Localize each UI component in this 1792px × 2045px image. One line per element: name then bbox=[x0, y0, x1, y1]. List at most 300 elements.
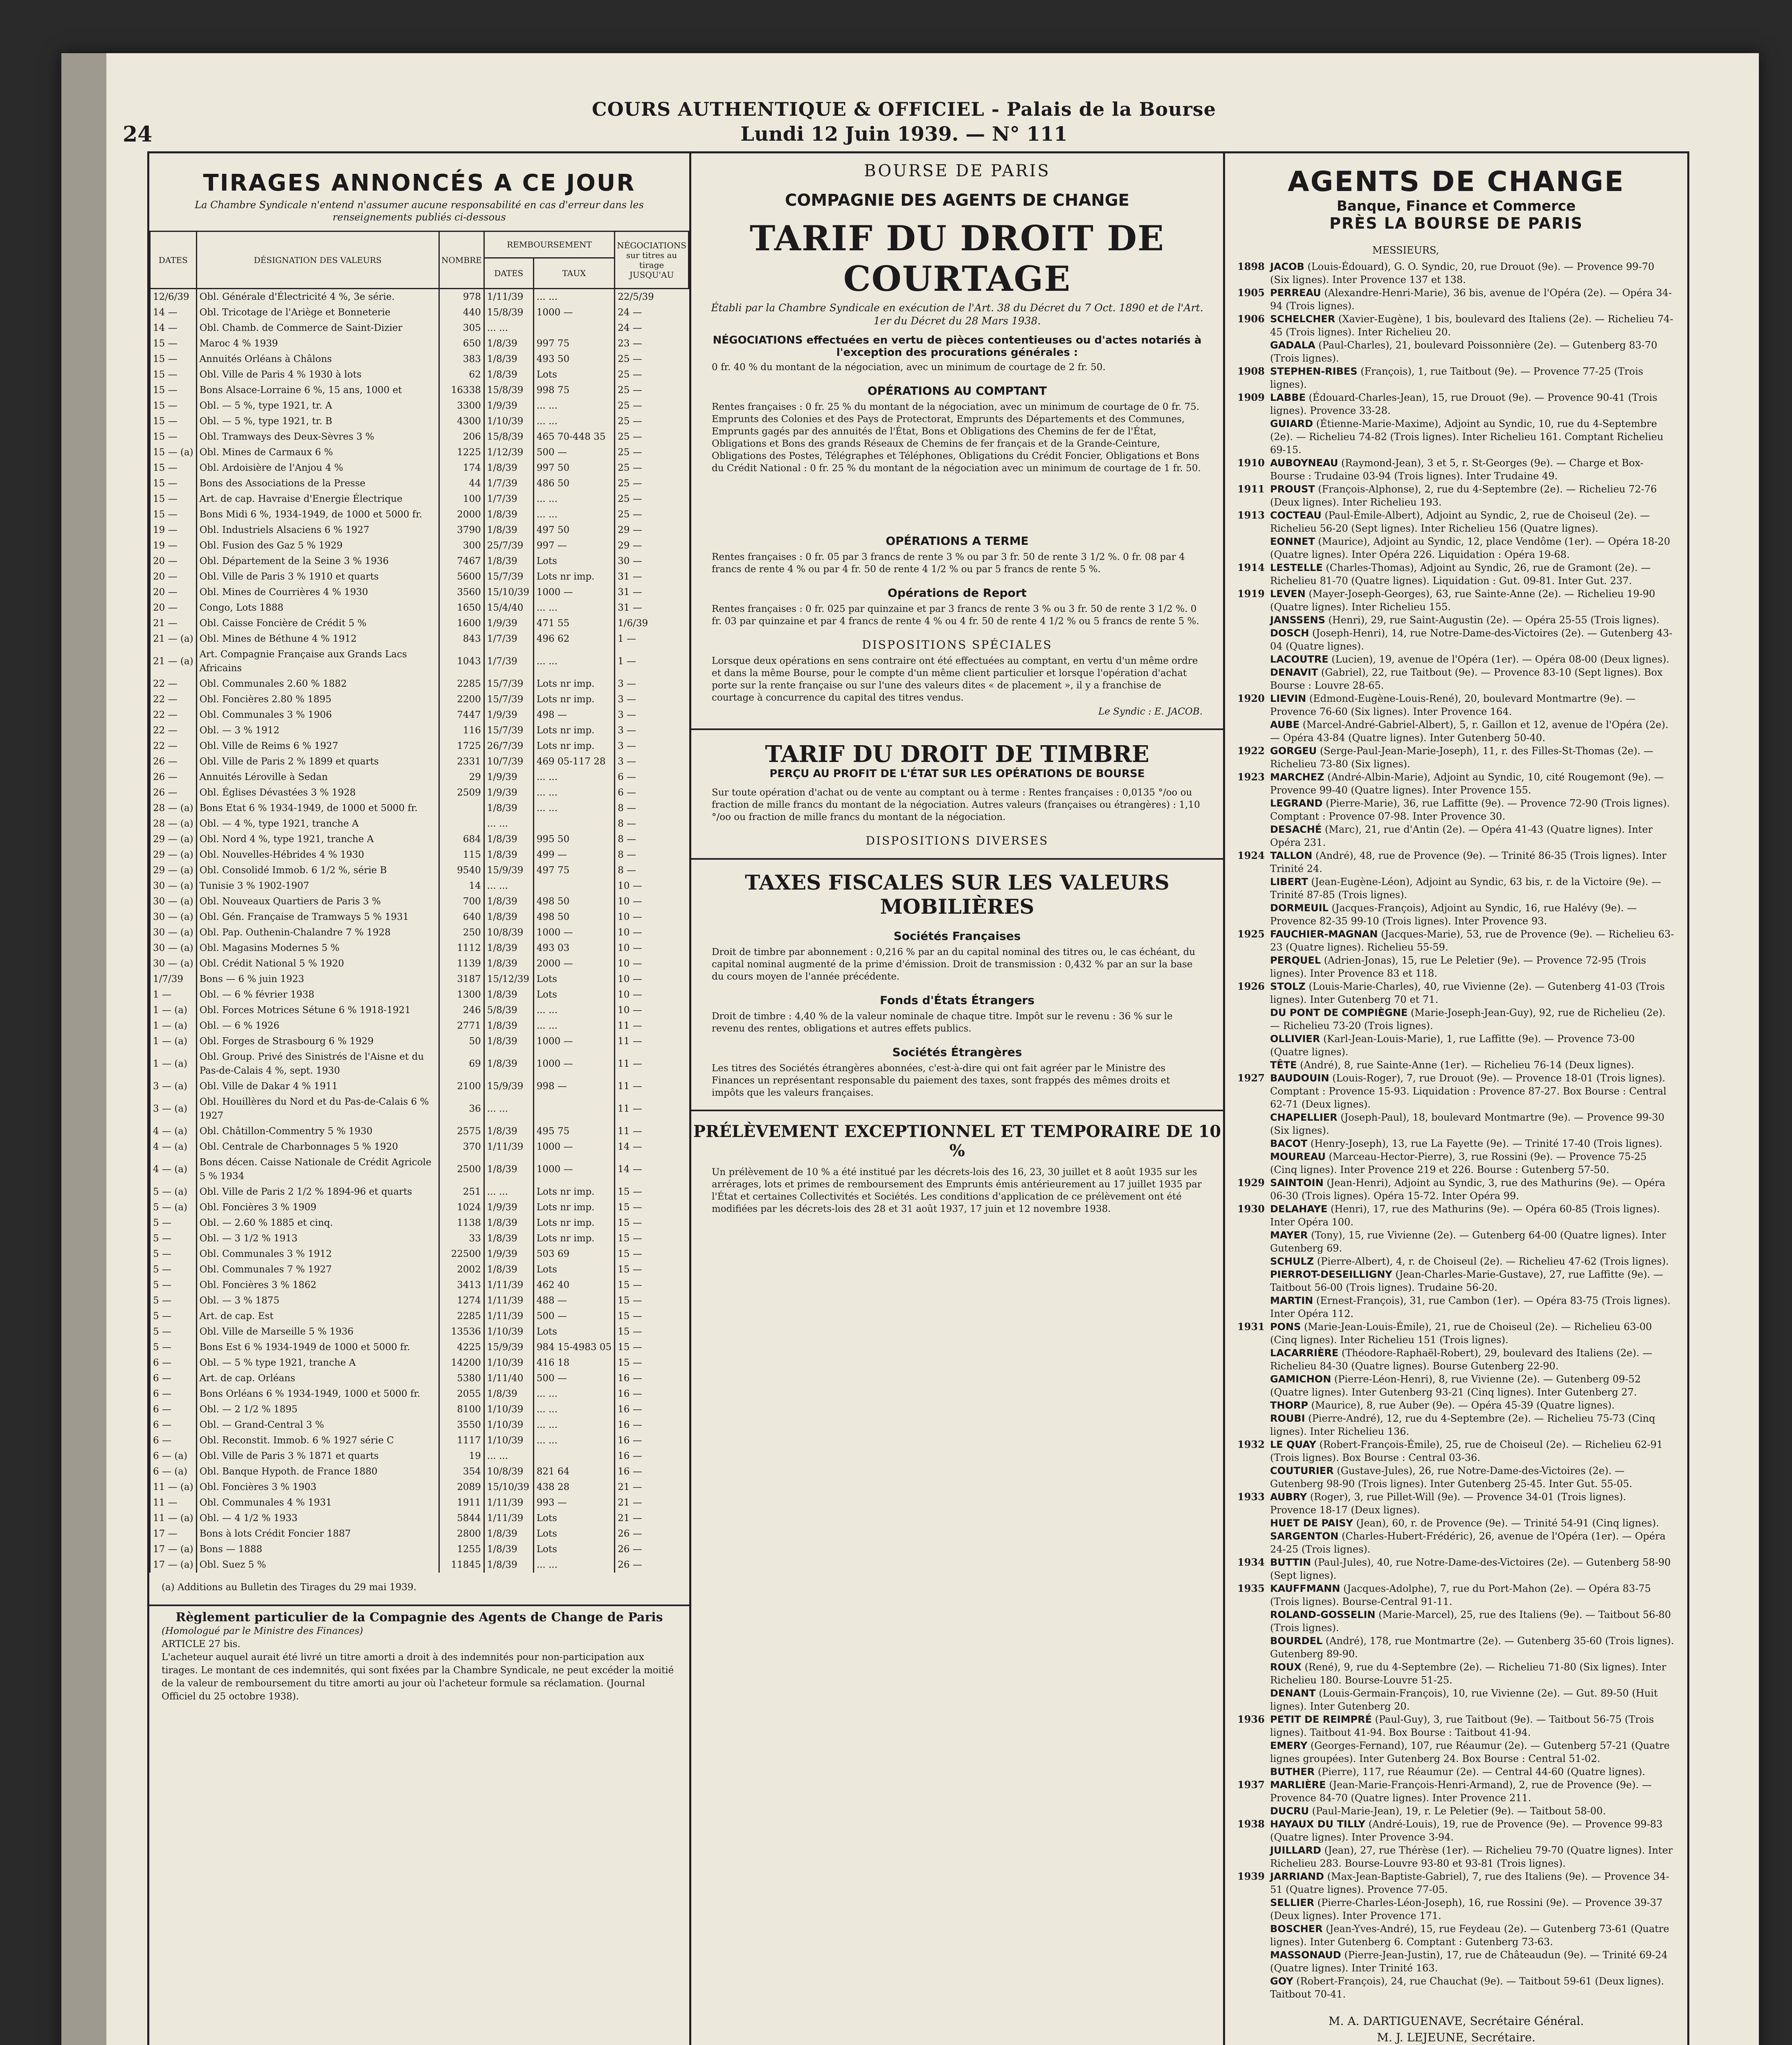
table-cell: Obl. Industriels Alsaciens 6 % 1927 bbox=[196, 522, 439, 538]
column-agents bbox=[1225, 153, 1687, 2045]
agent-entry bbox=[1237, 771, 1675, 797]
table-cell: 1/12/39 bbox=[484, 445, 533, 460]
table-cell: 4 — (a) bbox=[150, 1124, 197, 1139]
agent-year: 1913 bbox=[1237, 509, 1265, 521]
fonds-text: Droit de timbre : 4,40 % de la valeur nominale de chaque titre. Impôt sur le revenu : 36 % sur le revenu des rentes, obligations et autres effets publics. bbox=[712, 1011, 1173, 1034]
table-row bbox=[150, 1510, 689, 1526]
table-cell: 62 bbox=[439, 367, 484, 382]
table-cell: 15 — bbox=[615, 1355, 689, 1371]
agent-year bbox=[1237, 1896, 1270, 1922]
agent-text: (Alexandre-Henri-Marie), 36 bis, avenue de l'Opéra (2e). — Opéra 34-94 (Trois lignes). bbox=[1270, 287, 1672, 312]
agent-entry bbox=[1237, 744, 1675, 771]
table-cell: 3 — bbox=[615, 738, 689, 754]
table-row bbox=[150, 569, 689, 584]
reglement-text: L'acheteur auquel aurait été livré un titre amorti a droit à des indemnités pour non-participation aux tirages. Le montant de ces indemnités, qui sont fixées par la Chambre Syndicale, ne peut excéder la moitié de la valeur de remboursement du titre amorti au jour où l'acheteur formule sa réclamation. (Journal Officiel du 25 octobre 1938). bbox=[162, 1652, 674, 1702]
table-cell: 251 bbox=[439, 1184, 484, 1200]
agent-year: 1906 bbox=[1237, 313, 1265, 325]
agent-year: 1930 bbox=[1237, 1203, 1265, 1215]
terme-heading: OPÉRATIONS A TERME bbox=[886, 534, 1029, 548]
table-cell: ... ... bbox=[533, 1386, 614, 1402]
table-cell: ... ... bbox=[533, 1402, 614, 1417]
agent-year: 1910 bbox=[1237, 457, 1265, 469]
agent-text: (Tony), 15, rue Vivienne (2e). — Gutenberg 64-00 (Quatre lignes). Inter Gutenberg 69. bbox=[1270, 1229, 1666, 1254]
agent-text: (Raymond-Jean), 3 et 5, r. St-Georges (9e). — Charge et Box-Bourse : Trudaine 03-94 (Trois lignes). Inter Trudaine 49. bbox=[1270, 457, 1644, 482]
table-cell: 8 — bbox=[615, 847, 689, 863]
table-cell: 469 05-117 28 bbox=[533, 754, 614, 769]
table-row bbox=[150, 1495, 689, 1510]
table-cell: 5 — bbox=[150, 1231, 197, 1246]
table-row bbox=[150, 445, 689, 460]
table-cell: 1/11/39 bbox=[484, 1510, 533, 1526]
table-cell: 650 bbox=[439, 336, 484, 351]
agent-name: AUBOYNEAU bbox=[1270, 457, 1338, 469]
table-cell: ... ... bbox=[484, 878, 533, 894]
table-cell: Obl. Forges de Strasbourg 6 % 1929 bbox=[196, 1034, 439, 1049]
agent-year: 1923 bbox=[1237, 771, 1265, 783]
table-cell: 15 — bbox=[615, 1277, 689, 1293]
agent-year bbox=[1237, 339, 1270, 365]
table-row bbox=[150, 863, 689, 878]
agent-text: (Pierre-André), 12, rue du 4-Septembre (2e). — Richelieu 75-73 (Cinq lignes). Inter Richelieu 136. bbox=[1270, 1413, 1655, 1437]
table-cell: 1/8/39 bbox=[484, 847, 533, 863]
agent-details bbox=[1270, 1111, 1675, 1137]
table-cell: 16 — bbox=[615, 1386, 689, 1402]
agent-entry bbox=[1237, 627, 1675, 653]
table-row bbox=[150, 940, 689, 956]
table-cell: 4 — (a) bbox=[150, 1139, 197, 1155]
table-cell: Bons Etat 6 % 1934-1949, de 1000 et 5000 fr. bbox=[196, 800, 439, 816]
table-cell: Lots nr imp. bbox=[533, 692, 614, 707]
agent-name: LEGRAND bbox=[1270, 798, 1323, 809]
table-cell: 2509 bbox=[439, 785, 484, 800]
table-cell: 5 — bbox=[150, 1324, 197, 1339]
agent-text: (Jean-Charles-Marie-Gustave), 27, rue Laffitte (9e). — Taitbout 56-00 (Trois lignes). Trudaine 56-20. bbox=[1270, 1269, 1664, 1293]
table-cell: Obl. Pap. Outhenin-Chalandre 7 % 1928 bbox=[196, 925, 439, 940]
table-cell: 1/9/39 bbox=[484, 707, 533, 723]
agent-year bbox=[1237, 1006, 1270, 1032]
timbre-subtitle: PERÇU AU PROFIT DE L'ÉTAT SUR LES OPÉRATIONS DE BOURSE bbox=[769, 768, 1145, 780]
agent-details bbox=[1270, 1202, 1675, 1229]
agent-year bbox=[1237, 627, 1270, 653]
agent-text: (Joseph-Paul), 18, boulevard Montmartre (9e). — Provence 99-30 (Six lignes). bbox=[1270, 1112, 1665, 1136]
table-cell: 36 bbox=[439, 1094, 484, 1124]
table-cell: Obl. Nouveaux Quartiers de Paris 3 % bbox=[196, 894, 439, 909]
agent-year: 1932 bbox=[1237, 1438, 1265, 1450]
table-cell: 15/12/39 bbox=[484, 971, 533, 987]
table-cell: 16 — bbox=[615, 1402, 689, 1417]
table-cell: Lots nr imp. bbox=[533, 723, 614, 738]
agent-details bbox=[1270, 509, 1675, 535]
table-cell: Obl. Églises Dévastées 3 % 1928 bbox=[196, 785, 439, 800]
table-row bbox=[150, 785, 689, 800]
table-cell: 26 — bbox=[150, 785, 197, 800]
agent-entry bbox=[1237, 1294, 1675, 1320]
table-cell: 488 — bbox=[533, 1293, 614, 1308]
agent-details bbox=[1270, 627, 1675, 653]
agent-text: (Marceau-Hector-Pierre), 3, rue Rossini (9e). — Provence 75-25 (Cinq lignes). Inter Provence 219 et 226. Bourse : Gutenberg 57-50. bbox=[1270, 1151, 1647, 1175]
table-cell: 28 — (a) bbox=[150, 800, 197, 816]
diverses-heading: DISPOSITIONS DIVERSES bbox=[866, 834, 1049, 847]
agent-entry bbox=[1237, 339, 1675, 365]
agent-year: 1920 bbox=[1237, 692, 1265, 704]
agent-entry bbox=[1237, 456, 1675, 483]
agent-entry bbox=[1237, 1896, 1675, 1922]
table-cell: 1600 bbox=[439, 616, 484, 631]
table-cell: 2800 bbox=[439, 1526, 484, 1542]
agent-text: (Karl-Jean-Louis-Marie), 1, rue Laffitte (9e). — Provence 73-00 (Quatre lignes). bbox=[1270, 1033, 1635, 1058]
agent-details bbox=[1270, 1805, 1675, 1818]
agent-year bbox=[1237, 1608, 1270, 1634]
table-cell: 1000 — bbox=[533, 1155, 614, 1184]
binding-gutter bbox=[61, 53, 106, 2045]
agent-entry bbox=[1237, 1517, 1675, 1530]
agent-entry bbox=[1237, 614, 1675, 627]
table-cell: 1/7/39 bbox=[484, 476, 533, 491]
table-cell: ... ... bbox=[533, 413, 614, 429]
agent-year bbox=[1237, 666, 1270, 692]
agent-entry bbox=[1237, 260, 1675, 286]
table-cell: 1/8/39 bbox=[484, 507, 533, 522]
agent-year bbox=[1237, 1137, 1270, 1150]
table-cell: 640 bbox=[439, 909, 484, 925]
agent-year bbox=[1237, 614, 1270, 627]
table-cell: Obl. Communales 3 % 1906 bbox=[196, 707, 439, 723]
table-cell: ... ... bbox=[533, 1417, 614, 1433]
agent-details bbox=[1270, 1072, 1675, 1111]
table-cell: 1/8/39 bbox=[484, 351, 533, 367]
table-cell: Obl. Générale d'Électricité 4 %, 3e série. bbox=[196, 289, 439, 305]
table-cell: 6 — (a) bbox=[150, 1464, 197, 1479]
agent-entry bbox=[1237, 875, 1675, 901]
table-row bbox=[150, 491, 689, 507]
table-cell: 44 bbox=[439, 476, 484, 491]
table-cell: Obl. Magasins Modernes 5 % bbox=[196, 940, 439, 956]
table-row bbox=[150, 1448, 689, 1464]
table-cell: 15/7/39 bbox=[484, 676, 533, 692]
table-cell: 6 — bbox=[150, 1386, 197, 1402]
table-cell: 14 — bbox=[150, 305, 197, 320]
table-cell: Obl. Foncières 3 % 1909 bbox=[196, 1200, 439, 1215]
table-cell: 3 — bbox=[615, 723, 689, 738]
agent-details bbox=[1270, 1948, 1675, 1975]
agent-year bbox=[1237, 1739, 1270, 1765]
table-cell: 1/8/39 bbox=[484, 1386, 533, 1402]
table-cell: 2500 bbox=[439, 1155, 484, 1184]
table-row bbox=[150, 522, 689, 538]
agent-name: BAUDOUIN bbox=[1270, 1072, 1329, 1084]
agent-entry bbox=[1237, 1464, 1675, 1490]
agent-details bbox=[1270, 614, 1675, 627]
agent-details bbox=[1270, 980, 1675, 1006]
agent-name: JARRIAND bbox=[1270, 1871, 1324, 1882]
table-cell: 15 — bbox=[615, 1339, 689, 1355]
table-cell: Obl. Ville de Paris 2 % 1899 et quarts bbox=[196, 754, 439, 769]
agent-details bbox=[1270, 1818, 1675, 1844]
agent-text: (Pierre-Marie), 36, rue Laffitte (9e). — Provence 72-90 (Trois lignes). Comptant : Provence 07-98. Inter Provence 30. bbox=[1270, 798, 1670, 822]
agent-details bbox=[1270, 587, 1675, 614]
table-cell: 15/9/39 bbox=[484, 863, 533, 878]
table-cell: 25 — bbox=[615, 382, 689, 398]
agent-year bbox=[1237, 1412, 1270, 1438]
table-cell: 15 — bbox=[615, 1200, 689, 1215]
secretaire: M. J. LEJEUNE, Secrétaire. bbox=[1377, 2031, 1536, 2044]
table-cell: 11 — bbox=[150, 1495, 197, 1510]
agent-name: SCHULZ bbox=[1270, 1256, 1314, 1267]
table-cell: 25 — bbox=[615, 413, 689, 429]
table-cell: 11 — bbox=[615, 1094, 689, 1124]
table-cell: Lots nr imp. bbox=[533, 676, 614, 692]
agent-text: (François), 1, rue Taitbout (9e). — Provence 77-25 (Trois lignes). bbox=[1270, 366, 1644, 390]
table-cell: 1/10/39 bbox=[484, 1402, 533, 1417]
table-row bbox=[150, 1094, 689, 1124]
table-cell: 10 — bbox=[615, 987, 689, 1002]
agent-entry bbox=[1237, 954, 1675, 980]
table-row bbox=[150, 956, 689, 971]
agent-text: (Paul-Jules), 40, rue Notre-Dame-des-Victoires (2e). — Gutenberg 58-90 (Sept lignes). bbox=[1270, 1557, 1671, 1581]
table-cell: 984 15-4983 05 bbox=[533, 1339, 614, 1355]
agent-details bbox=[1270, 260, 1675, 286]
table-cell: 1/8/39 bbox=[484, 553, 533, 569]
agent-entry bbox=[1237, 928, 1675, 954]
table-cell: 21 — bbox=[150, 616, 197, 631]
table-cell: 15/8/39 bbox=[484, 382, 533, 398]
table-cell: 6 — bbox=[150, 1433, 197, 1448]
table-cell: 29 — bbox=[615, 538, 689, 553]
table-cell: 11 — bbox=[615, 1018, 689, 1034]
agent-text: (Charles-Hubert-Frédéric), 26, avenue de l'Opéra (1er). — Opéra 24-25 (Trois lignes). bbox=[1270, 1530, 1666, 1555]
table-cell: 2200 bbox=[439, 692, 484, 707]
table-cell: 383 bbox=[439, 351, 484, 367]
comptant-text: Rentes françaises : 0 fr. 25 % du montant de la négociation, avec un minimum de courtage de 0 fr. 75. Emprunts des Colonies et des Pays de Protectorat, Emprunts des Départements et des Communes, Emprunts gagés par des annuités de l'État, Bons et Obligations des Chemins de fer de l'État, Obligations et Bons des grands Réseaux de Chemins de fer français et de la Grande-Ceinture, Obligations des Postes, Télégraphes et Téléphones, Obligations du Crédit Foncier, Obligations et Bons du Crédit National : 0 fr. 25 % du montant de la négociation avec un minimum de courtage de 1 fr. 50. bbox=[712, 402, 1201, 474]
table-cell: 25/7/39 bbox=[484, 538, 533, 553]
agent-entry bbox=[1237, 653, 1675, 666]
agent-text: (André), 178, rue Montmartre (2e). — Gutenberg 35-60 (Trois lignes). Gutenberg 89-90. bbox=[1270, 1635, 1674, 1660]
table-cell: ... ... bbox=[533, 600, 614, 616]
table-cell: 26 — bbox=[615, 1526, 689, 1542]
col-nombre-header: NOMBRE bbox=[439, 231, 484, 289]
agent-year bbox=[1237, 1975, 1270, 2001]
table-cell: 3 — bbox=[615, 707, 689, 723]
agent-details bbox=[1270, 1137, 1675, 1150]
table-cell: 13536 bbox=[439, 1324, 484, 1339]
table-row bbox=[150, 1339, 689, 1355]
table-cell: 10 — bbox=[615, 925, 689, 940]
agent-details bbox=[1270, 1320, 1675, 1346]
agent-entry bbox=[1237, 1150, 1675, 1176]
agent-details bbox=[1270, 1294, 1675, 1320]
table-cell: ... ... bbox=[533, 769, 614, 785]
table-cell: 1/8/39 bbox=[484, 987, 533, 1002]
table-cell: ... ... bbox=[484, 320, 533, 336]
reglement-subtitle: (Homologué par le Ministre des Finances) bbox=[162, 1626, 363, 1636]
agent-year bbox=[1237, 1268, 1270, 1294]
agent-details bbox=[1270, 1870, 1675, 1896]
table-cell: 2000 — bbox=[533, 956, 614, 971]
table-cell: 3187 bbox=[439, 971, 484, 987]
agent-year bbox=[1237, 653, 1270, 666]
table-cell: 29 — (a) bbox=[150, 863, 197, 878]
table-cell: 5 — (a) bbox=[150, 1200, 197, 1215]
table-row bbox=[150, 1184, 689, 1200]
agent-name: JUILLARD bbox=[1270, 1845, 1321, 1856]
reglement-article: ARTICLE 27 bis. bbox=[162, 1639, 241, 1649]
table-row bbox=[150, 382, 689, 398]
table-row bbox=[150, 1464, 689, 1479]
table-cell: 11 — (a) bbox=[150, 1510, 197, 1526]
table-cell: 11 — (a) bbox=[150, 1479, 197, 1495]
agent-text: (Jean-Marie-François-Henri-Armand), 2, rue de Provence (9e). — Provence 84-70 (Quatre lignes). Inter Provence 211. bbox=[1270, 1779, 1652, 1804]
table-cell: 1/8/39 bbox=[484, 1557, 533, 1573]
agent-details bbox=[1270, 1268, 1675, 1294]
table-cell: Obl. Ville de Paris 3 % 1871 et quarts bbox=[196, 1448, 439, 1464]
table-cell: 471 55 bbox=[533, 616, 614, 631]
table-row bbox=[150, 1215, 689, 1231]
table-cell: Obl. Group. Privé des Sinistrés de l'Aisne et du Pas-de-Calais 4 %, sept. 1930 bbox=[196, 1049, 439, 1079]
table-cell: 1/10/39 bbox=[484, 1433, 533, 1448]
table-cell: 5 — bbox=[150, 1277, 197, 1293]
table-row bbox=[150, 1417, 689, 1433]
agent-details bbox=[1270, 365, 1675, 391]
agent-name: DESACHÉ bbox=[1270, 824, 1322, 835]
table-cell: 10 — bbox=[615, 1002, 689, 1018]
agent-text: (Robert-François-Émile), 25, rue de Choiseul (2e). — Richelieu 62-91 (Trois lignes). Box Bourse : Central 03-36. bbox=[1270, 1439, 1663, 1463]
agent-entry bbox=[1237, 587, 1675, 614]
agent-year bbox=[1237, 875, 1270, 901]
table-cell: 1/11/39 bbox=[484, 1308, 533, 1324]
table-cell: Obl. Foncières 2.80 % 1895 bbox=[196, 692, 439, 707]
agent-name: EMERY bbox=[1270, 1740, 1308, 1751]
agent-year bbox=[1237, 1058, 1270, 1072]
table-cell: 2285 bbox=[439, 676, 484, 692]
agent-text: (Mayer-Joseph-Georges), 63, rue Sainte-Anne (2e). — Richelieu 19-90 (Quatre lignes). Inter Richelieu 155. bbox=[1270, 588, 1655, 613]
agent-entry bbox=[1237, 483, 1675, 509]
table-cell: 22500 bbox=[439, 1246, 484, 1262]
agent-text: (Louis-Édouard), G. O. Syndic, 20, rue Drouot (9e). — Provence 99-70 (Six lignes). Inter Provence 137 et 138. bbox=[1270, 261, 1655, 285]
table-cell: 15 — bbox=[150, 476, 197, 491]
table-cell: 15 — bbox=[150, 336, 197, 351]
agent-name: MARCHEZ bbox=[1270, 771, 1324, 783]
table-cell: 1117 bbox=[439, 1433, 484, 1448]
agent-details bbox=[1270, 339, 1675, 365]
agent-name: PERREAU bbox=[1270, 287, 1321, 299]
table-cell: Lots bbox=[533, 367, 614, 382]
table-cell: 14 — bbox=[150, 320, 197, 336]
table-cell: 30 — (a) bbox=[150, 940, 197, 956]
table-row bbox=[150, 647, 689, 676]
table-cell: 1 — (a) bbox=[150, 1002, 197, 1018]
agents-title: AGENTS DE CHANGE bbox=[1287, 166, 1625, 198]
table-cell: 1911 bbox=[439, 1495, 484, 1510]
page-header bbox=[123, 98, 1685, 146]
table-cell: 1/8/39 bbox=[484, 940, 533, 956]
table-row bbox=[150, 584, 689, 600]
agent-entry bbox=[1237, 1661, 1675, 1687]
agent-entry bbox=[1237, 1556, 1675, 1582]
agent-text: (Roger), 3, rue Pillet-Will (9e). — Provence 34-01 (Trois lignes). Provence 18-17 (Deux lignes). bbox=[1270, 1491, 1626, 1516]
agent-name: EONNET bbox=[1270, 536, 1315, 547]
table-cell: 1/9/39 bbox=[484, 616, 533, 631]
table-cell: 100 bbox=[439, 491, 484, 507]
table-cell: 997 50 bbox=[533, 460, 614, 476]
agent-details bbox=[1270, 849, 1675, 875]
agent-text: (Jean-Henri), Adjoint au Syndic, 3, rue des Mathurins (9e). — Opéra 06-30 (Trois lignes). Opéra 15-72. Inter Opéra 99. bbox=[1270, 1177, 1666, 1202]
bourse-label: BOURSE DE PARIS bbox=[864, 162, 1050, 180]
agent-details bbox=[1270, 1176, 1675, 1202]
agent-name: LACOUTRE bbox=[1270, 654, 1329, 665]
table-cell: 16 — bbox=[615, 1371, 689, 1386]
table-cell: 995 50 bbox=[533, 831, 614, 847]
agent-name: MOUREAU bbox=[1270, 1151, 1326, 1162]
agent-details bbox=[1270, 1922, 1675, 1948]
agent-name: SAINTOIN bbox=[1270, 1177, 1324, 1189]
table-row bbox=[150, 847, 689, 863]
agent-text: (Marie-Marcel), 25, rue des Italiens (9e). — Taitbout 56-80 (Trois lignes). bbox=[1270, 1609, 1671, 1634]
agent-entry bbox=[1237, 391, 1675, 417]
table-cell: 15 — bbox=[150, 351, 197, 367]
agent-entry bbox=[1237, 1608, 1675, 1634]
table-cell: ... ... bbox=[533, 785, 614, 800]
table-row bbox=[150, 816, 689, 831]
table-cell: 1/10/39 bbox=[484, 413, 533, 429]
table-cell: Obl. Houillères du Nord et du Pas-de-Calais 6 % 1927 bbox=[196, 1094, 439, 1124]
table-cell: 5 — bbox=[150, 1293, 197, 1308]
agent-name: KAUFFMANN bbox=[1270, 1583, 1340, 1594]
table-cell: 500 — bbox=[533, 445, 614, 460]
table-row bbox=[150, 616, 689, 631]
agent-name: COCTEAU bbox=[1270, 510, 1322, 521]
table-cell: 15 — (a) bbox=[150, 445, 197, 460]
table-cell: Obl. — 5 %, type 1921, tr. A bbox=[196, 398, 439, 413]
agent-name: LACARRIÈRE bbox=[1270, 1347, 1339, 1359]
table-row bbox=[150, 631, 689, 647]
table-cell: 20 — bbox=[150, 600, 197, 616]
agent-name: DENAVIT bbox=[1270, 667, 1318, 678]
table-cell: Obl. Communales 2.60 % 1882 bbox=[196, 676, 439, 692]
table-cell: ... ... bbox=[533, 1557, 614, 1573]
agent-entry bbox=[1237, 1687, 1675, 1713]
agent-year: 1931 bbox=[1237, 1321, 1265, 1333]
col-dates-header: DATES bbox=[150, 231, 197, 289]
agent-text: (Jean-Eugène-Léon), Adjoint au Syndic, 63 bis, r. de la Victoire (9e). — Trinité 87-85 (Trois lignes). bbox=[1270, 876, 1662, 901]
table-cell: 11 — bbox=[615, 1034, 689, 1049]
table-cell: 10 — bbox=[615, 971, 689, 987]
table-cell: Art. de cap. Orléans bbox=[196, 1371, 439, 1386]
table-cell: 493 03 bbox=[533, 940, 614, 956]
agent-entry bbox=[1237, 1948, 1675, 1975]
table-cell: 31 — bbox=[615, 569, 689, 584]
table-cell: Obl. — Grand-Central 3 % bbox=[196, 1417, 439, 1433]
table-cell: Maroc 4 % 1939 bbox=[196, 336, 439, 351]
table-row bbox=[150, 1293, 689, 1308]
table-cell: Obl. — 3 % 1912 bbox=[196, 723, 439, 738]
agent-entry bbox=[1237, 1058, 1675, 1072]
table-row bbox=[150, 987, 689, 1002]
table-cell: 31 — bbox=[615, 600, 689, 616]
agent-year: 1936 bbox=[1237, 1713, 1265, 1725]
table-cell bbox=[533, 1094, 614, 1124]
table-cell: 497 50 bbox=[533, 522, 614, 538]
agent-details bbox=[1270, 1687, 1675, 1713]
table-cell bbox=[439, 816, 484, 831]
agent-year: 1908 bbox=[1237, 365, 1265, 377]
table-cell: 26 — bbox=[150, 754, 197, 769]
table-row bbox=[150, 1433, 689, 1448]
table-cell: 1/10/39 bbox=[484, 1324, 533, 1339]
table-cell: 21 — (a) bbox=[150, 631, 197, 647]
agent-name: LABBE bbox=[1270, 392, 1306, 403]
agent-name: PIERROT-DESEILLIGNY bbox=[1270, 1269, 1392, 1280]
table-cell: Obl. Ville de Paris 2 1/2 % 1894-96 et quarts bbox=[196, 1184, 439, 1200]
